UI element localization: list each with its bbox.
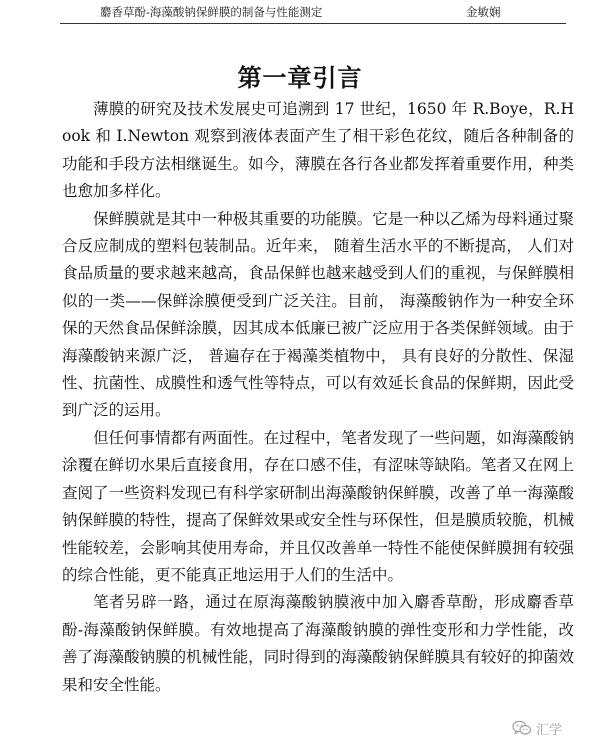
paragraph-3: 但任何事情都有两面性。在过程中，笔者发现了一些问题，如海藻酸钠涂覆在鲜切水果后直接食用，存在口感不佳，有涩味等缺陷。笔者又在网上查阅了一些资料发现已有科学家研制出海藻酸钠保鲜膜，改善了单一海藻酸钠保鲜膜的特性，提高了保鲜效果或安全性与环保性，但是膜质较脆，机械性能较差，会影响其使用寿命，并且仅改善单一特性不能使保鲜膜拥有较强的综合性能，更不能真正地运用于人们的生活中。 bbox=[62, 428, 574, 584]
body-text bbox=[62, 96, 574, 699]
header-title: 麝香草酚-海藻酸钠保鲜膜的制备与性能测定 bbox=[100, 5, 323, 19]
watermark bbox=[512, 718, 562, 738]
paragraph-4: 笔者另辟一路，通过在原海藻酸钠膜液中加入麝香草酚，形成麝香草酚-海藻酸钠保鲜膜。有效地提高了海藻酸钠膜的弹性变形和力学性能，改善了海藻酸钠膜的机械性能，同时得到的海藻酸钠保鲜膜具有较好的抑菌效果和安全性能。 bbox=[62, 593, 574, 694]
paragraph-1: 薄膜的研究及技术发展史可追溯到 17 世纪，1650 年 R.Boye，R.Hook 和 I.Newton 观察到液体表面产生了相干彩色花纹，随后各种制备的功能和手段方法相继诞生。如今，薄膜在各行各业都发挥着重要作用，种类也愈加多样化。 bbox=[62, 100, 574, 201]
paragraph-2: 保鲜膜就是其中一种极其重要的功能膜。它是一种以乙烯为母料通过聚合反应制成的塑料包装制品。近年来， 随着生活水平的不断提高， 人们对食品质量的要求越来越高，食品保鲜也越来越受到人们的重视，与保鲜膜相似的一类——保鲜涂膜便受到广泛关注。目前， 海藻酸钠作为一种安全环保的天然食品保鲜涂膜，因其成本低廉已被广泛应用于各类保鲜领域。由于海藻酸钠来源广泛， 普遍存在于褐藻类植物中， 具有良好的分散性、保湿性、抗菌性、成膜性和透气性等特点，可以有效延长食品的保鲜期，因此受到广泛的运用。 bbox=[62, 209, 574, 420]
page-header bbox=[0, 0, 600, 24]
header-rule bbox=[60, 23, 566, 24]
watermark-text: 汇学 bbox=[536, 722, 563, 738]
chapter-title: 第一章引言 bbox=[237, 63, 363, 92]
header-author: 金敏娴 bbox=[466, 5, 501, 19]
wechat-icon bbox=[512, 720, 532, 736]
